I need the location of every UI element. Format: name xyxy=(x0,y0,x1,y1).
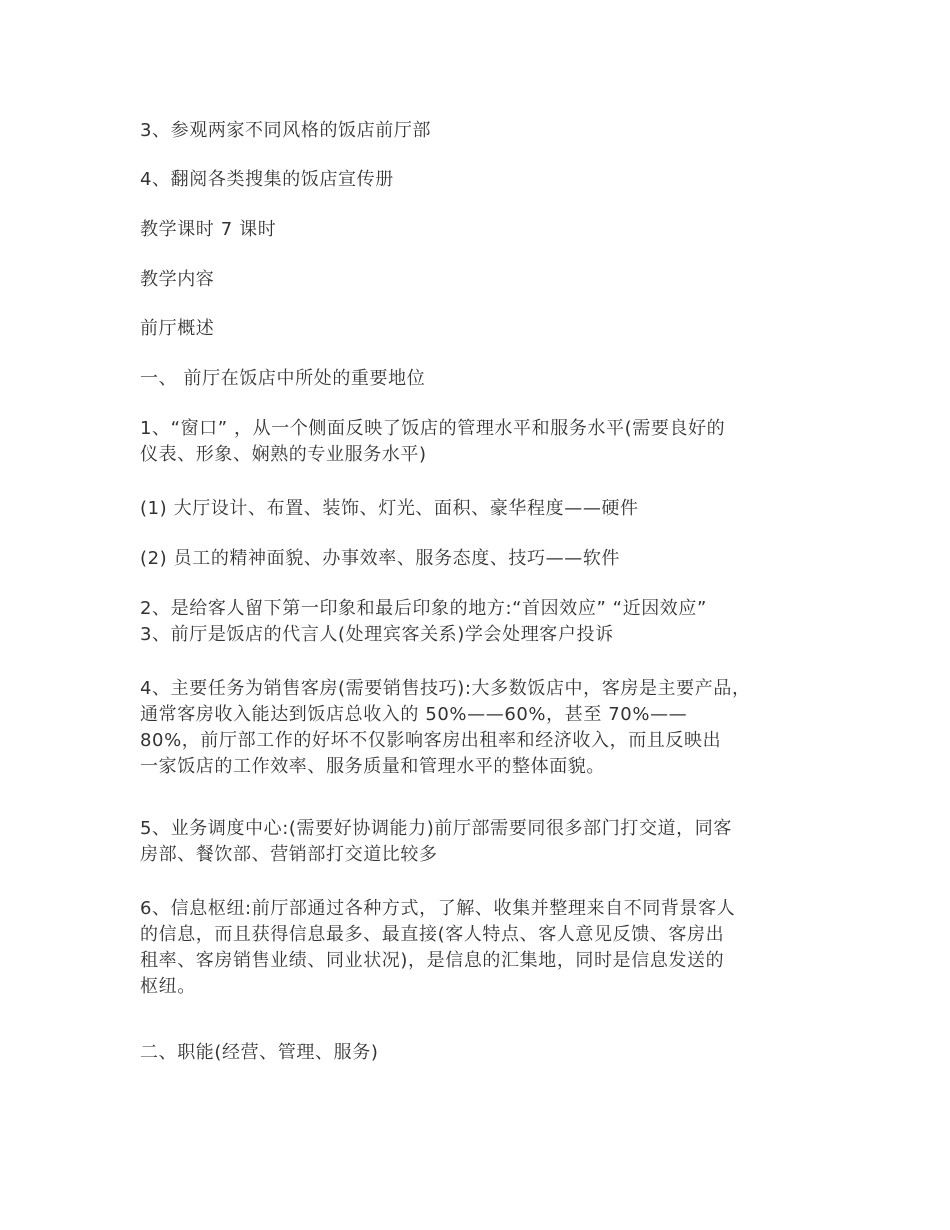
heading-part-two: 二、职能(经营、管理、服务) xyxy=(140,1042,379,1063)
paragraph-item-4: 4、翻阅各类搜集的饭店宣传册 xyxy=(140,169,394,190)
paragraph-hardware: (1) 大厅设计、布置、装饰、灯光、面积、豪华程度——硬件 xyxy=(140,498,639,519)
paragraph-impression: 2、是给客人留下第一印象和最后印象的地方:“首因效应” “近因效应” 3、前厅是饭店的代言人(处理宾客关系)学会处理客户投诉 xyxy=(140,598,707,645)
paragraph-info-hub: 6、信息枢纽:前厅部通过各种方式，了解、收集并整理来自不同背景客人 的信息，而且获得信息最多、最直接(客人特点、客人意见反馈、客房出 租率、客房销售业绩、同业状况)，是信息的汇集地，同时是信息发送的 枢纽。 xyxy=(140,898,736,997)
paragraph-window: 1、“窗口” ，从一个侧面反映了饭店的管理水平和服务水平(需要良好的 仪表、形象、娴熟的专业服务水平) xyxy=(140,418,726,465)
section-title: 前厅概述 xyxy=(140,318,215,339)
paragraph-item-3: 3、参观两家不同风格的饭店前厅部 xyxy=(140,120,432,141)
paragraph-sales: 4、主要任务为销售客房(需要销售技巧):大多数饭店中，客房是主要产品， 通常客房收入能达到饭店总收入的 50%——60%，甚至 70%—— 80%，前厅部工作的好坏不仅影响客房出租率和经济收入，而且反映出 一家饭店的工作效率、服务质量和管理水平的整体面貌。 xyxy=(140,678,751,777)
paragraph-software: (2) 员工的精神面貌、办事效率、服务态度、技巧——软件 xyxy=(140,548,621,569)
teaching-content-heading: 教学内容 xyxy=(140,269,215,290)
teaching-hours-line: 教学课时 7 课时 xyxy=(140,219,277,240)
paragraph-dispatch-center: 5、业务调度中心:(需要好协调能力)前厅部需要同很多部门打交道，同客 房部、餐饮部、营销部打交道比较多 xyxy=(140,818,732,865)
heading-part-one: 一、 前厅在饭店中所处的重要地位 xyxy=(140,368,426,389)
